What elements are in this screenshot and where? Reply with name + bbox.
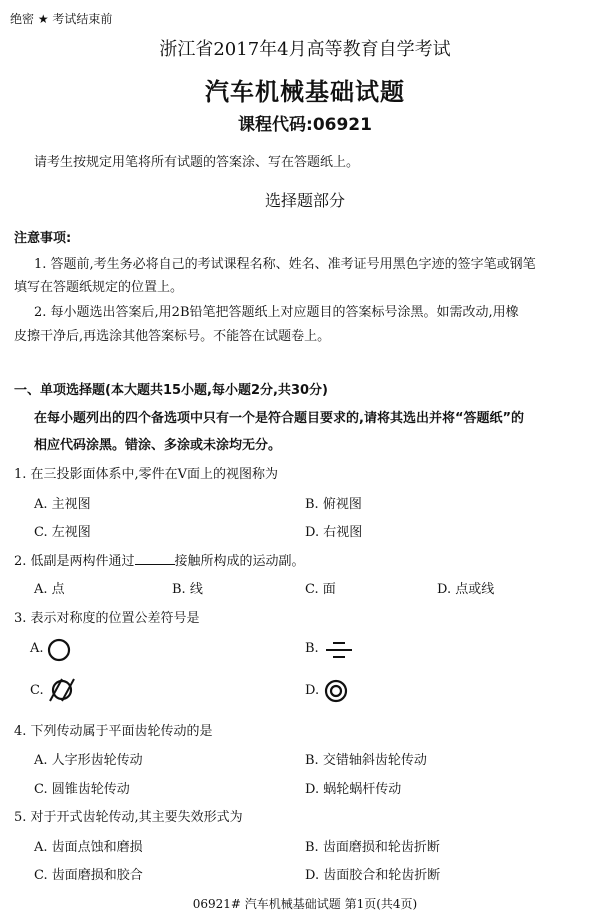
question-5-option-c: C. 齿面磨损和胶合 [34,868,143,883]
question-2-option-c: C. 面 [305,582,336,597]
question-4-option-a: A. 人字形齿轮传动 [34,753,143,768]
notice-text: 请考生按规定用笔将所有试题的答案涂、写在答题纸上。 [34,155,360,170]
concentricity-icon [323,678,349,704]
question-3-option-b: B. [305,641,319,656]
page-title: 汽车机械基础试题 [205,78,405,106]
instruction-2-line1: 2. 每小题选出答案后,用2B铅笔把答题纸上对应题目的答案标号涂黑。如需改动,用橡 [34,305,519,320]
question-2-stem-pre: 2. 低副是两构件通过 [14,554,135,569]
section-title: 选择题部分 [264,191,345,210]
question-3-option-c: C. [30,683,44,698]
question-2-stem-post: 接触所构成的运动副。 [174,554,305,569]
question-1-option-d: D. 右视图 [305,525,363,540]
question-3-option-d: D. [305,683,320,698]
circularity-icon [46,637,72,663]
question-1-option-c: C. 左视图 [34,525,91,540]
question-5-stem: 5. 对于开式齿轮传动,其主要失效形式为 [14,810,243,825]
part1-desc-line1: 在每小题列出的四个备选项中只有一个是符合题目要求的,请将其选出并将“答题纸”的 [34,411,525,426]
question-4-stem: 4. 下列传动属于平面齿轮传动的是 [14,724,213,739]
answer-blank [135,552,175,565]
question-1-option-b: B. 俯视图 [305,497,362,512]
question-4-option-b: B. 交错轴斜齿轮传动 [305,753,427,768]
instructions-heading: 注意事项: [14,231,72,246]
question-3-stem: 3. 表示对称度的位置公差符号是 [14,611,200,626]
question-2-stem [14,550,305,569]
cylindricity-icon [44,676,80,704]
exam-line: 浙江省2017年4月高等教育自学考试 [159,39,451,60]
question-2-option-d: D. 点或线 [437,582,495,597]
instruction-1-line2: 填写在答题纸规定的位置上。 [14,280,184,295]
symmetry-icon [324,640,354,660]
question-5-option-d: D. 齿面胶合和轮齿折断 [305,868,441,883]
question-4-option-d: D. 蜗轮蜗杆传动 [305,782,402,797]
question-2-option-a: A. 点 [34,582,65,597]
instruction-1-line1: 1. 答题前,考生务必将自己的考试课程名称、姓名、准考证号用黑色字迹的签字笔或钢笔 [34,257,536,272]
question-3-option-a: A. [30,641,44,656]
secret-tag: 绝密 ★ 考试结束前 [10,12,113,26]
question-4-option-c: C. 圆锥齿轮传动 [34,782,130,797]
question-1-option-a: A. 主视图 [34,497,91,512]
part1-title: 一、单项选择题(本大题共15小题,每小题2分,共30分) [14,383,328,398]
instruction-2-line2: 皮擦干净后,再选涂其他答案标号。不能答在试题卷上。 [14,329,331,344]
question-1-stem: 1. 在三投影面体系中,零件在V面上的视图称为 [14,467,279,482]
page-footer: 06921# 汽车机械基础试题 第1页(共4页) [192,897,418,911]
question-2-option-b: B. 线 [172,582,203,597]
question-5-option-b: B. 齿面磨损和轮齿折断 [305,840,440,855]
question-5-option-a: A. 齿面点蚀和磨损 [34,840,143,855]
course-code: 课程代码:06921 [238,115,372,135]
part1-desc-line2: 相应代码涂黑。错涂、多涂或未涂均无分。 [34,438,282,453]
